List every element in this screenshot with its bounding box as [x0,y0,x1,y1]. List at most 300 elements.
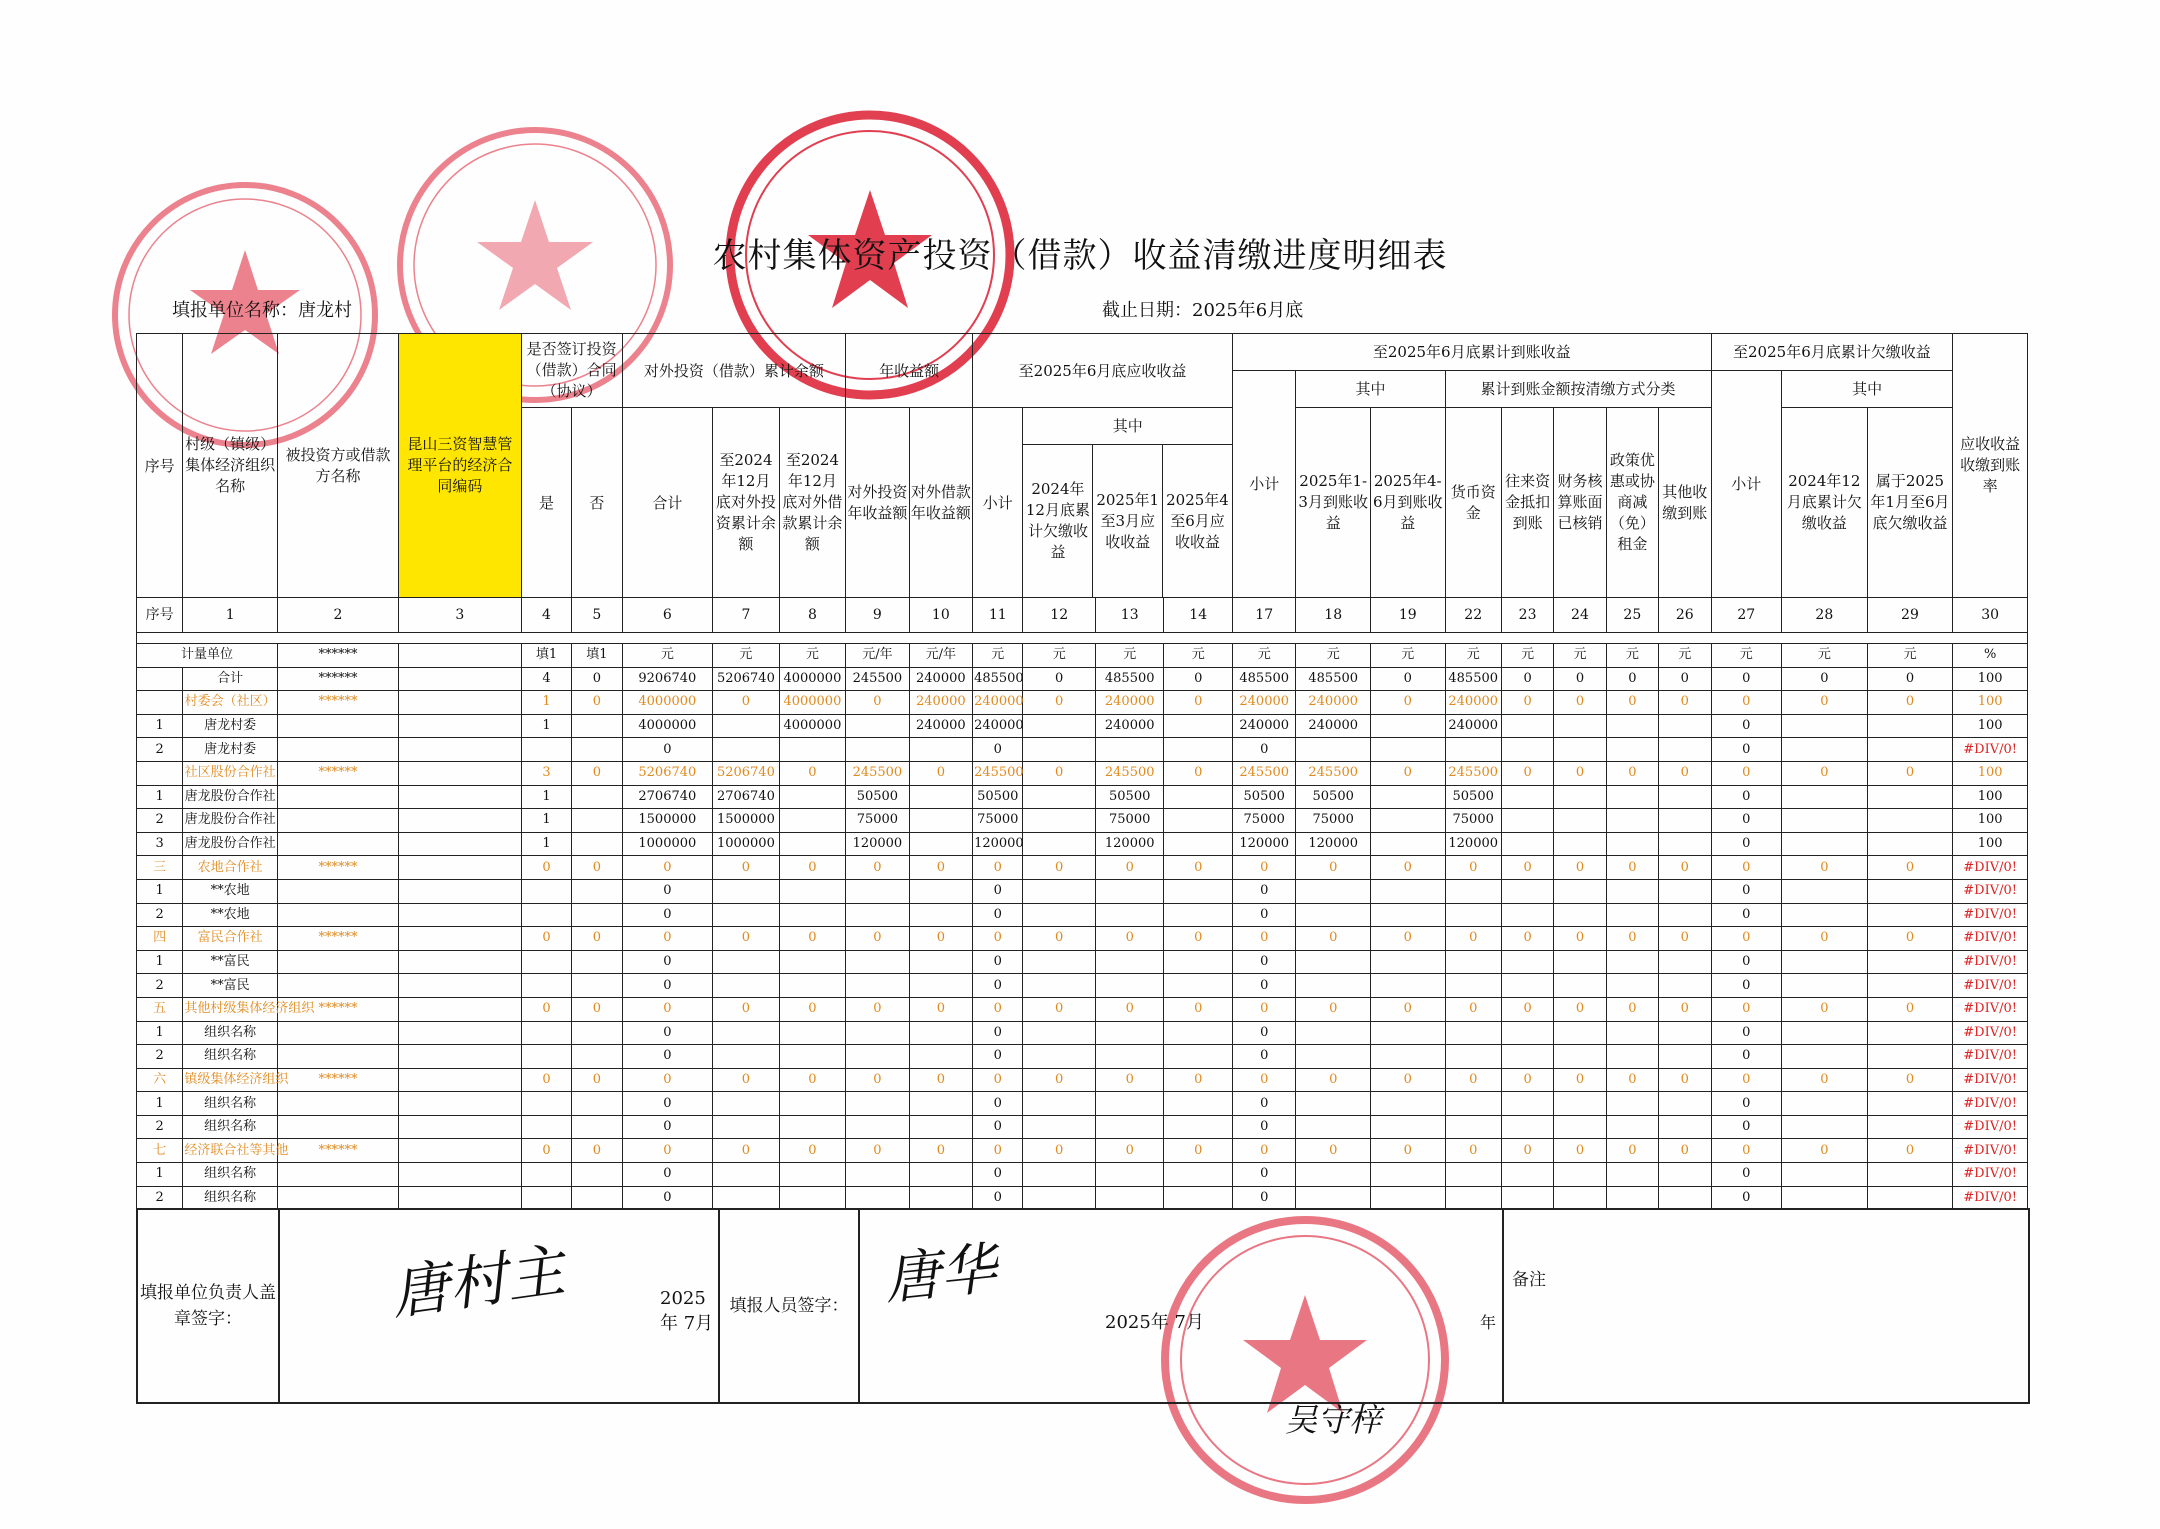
table-cell: ****** [278,1068,399,1092]
spacer-cell [137,633,2028,644]
table-cell [572,738,622,762]
table-cell [1606,1163,1658,1187]
table-cell: 0 [846,927,909,951]
unit-cell: ****** [278,644,399,668]
table-cell [713,1092,779,1116]
table-cell [278,950,399,974]
table-row [137,738,2028,762]
table-cell: 0 [1782,761,1868,785]
hdr-arrears-among: 其中 [1782,371,1953,408]
col-number-cell: 11 [973,598,1023,633]
table-row [137,927,2028,951]
table-cell: 0 [1867,997,1953,1021]
table-cell [1164,1115,1233,1139]
table-cell [572,879,622,903]
table-cell [1296,1045,1371,1069]
table-cell: 240000 [1296,714,1371,738]
table-cell: 0 [1867,1139,1953,1163]
table-cell: 0 [1867,761,1953,785]
table-cell [909,1163,972,1187]
table-cell [1095,950,1164,974]
table-cell: 村委会（社区） [183,691,278,715]
table-cell: 0 [572,667,622,691]
table-row [137,1045,2028,1069]
leader-signature: 唐村主 [386,1236,569,1328]
table-cell: 0 [622,950,713,974]
table-cell [1659,785,1711,809]
table-cell [1370,1021,1445,1045]
table-cell: 1 [137,1163,183,1187]
table-cell: 0 [846,1139,909,1163]
leader-signature-cell [279,1209,719,1403]
table-cell [1501,879,1553,903]
table-cell: 0 [1164,1139,1233,1163]
table-cell [1164,1021,1233,1045]
table-cell: 0 [846,856,909,880]
unit-cell: 元 [779,644,846,668]
col-number-cell: 8 [779,598,846,633]
table-cell [521,1021,571,1045]
filler-signature-cell [859,1209,1503,1403]
table-cell: 0 [1554,997,1606,1021]
hdr-annual-income: 年收益额 [846,334,973,408]
table-cell [1659,879,1711,903]
hdr-c26: 其他收缴到账 [1659,408,1711,598]
unit-cell: 元 [1554,644,1606,668]
table-row [137,974,2028,998]
table-cell [1370,950,1445,974]
table-cell: 4 [521,667,571,691]
table-cell: 240000 [909,714,972,738]
table-cell [1370,1045,1445,1069]
hdr-method-group: 累计到账金额按清缴方式分类 [1445,371,1711,408]
table-cell [713,879,779,903]
table-cell: 0 [1659,761,1711,785]
table-cell: 50500 [1095,785,1164,809]
table-cell [572,714,622,738]
col-number-cell: 9 [846,598,909,633]
reporting-unit-label: 填报单位名称： [172,300,298,321]
table-cell [1445,1045,1501,1069]
table-cell [779,832,846,856]
table-cell [909,1021,972,1045]
table-cell [1095,1021,1164,1045]
table-cell [1554,879,1606,903]
table-cell [521,1115,571,1139]
table-cell [1023,974,1096,998]
table-cell: 0 [1232,1139,1295,1163]
table-cell: 0 [1711,1045,1782,1069]
table-cell: #DIV/0! [1953,879,2028,903]
table-cell: ****** [278,856,399,880]
table-row [137,1092,2028,1116]
table-cell [779,738,846,762]
table-cell [1554,738,1606,762]
table-cell: 0 [973,1045,1023,1069]
table-cell [1501,785,1553,809]
table-cell [398,950,521,974]
table-cell: 0 [1659,997,1711,1021]
table-cell: 0 [622,997,713,1021]
table-cell: 240000 [1445,714,1501,738]
hdr-received-among: 其中 [1296,371,1445,408]
table-cell [521,738,571,762]
table-cell [1606,738,1658,762]
table-cell: 0 [1501,997,1553,1021]
table-cell [278,903,399,927]
table-cell [1606,879,1658,903]
table-cell: 245500 [846,667,909,691]
table-cell [398,856,521,880]
table-cell: 0 [1023,997,1096,1021]
table-cell [278,879,399,903]
table-cell: 75000 [1445,809,1501,833]
table-cell: 0 [1164,691,1233,715]
table-cell: 0 [1711,950,1782,974]
table-cell [278,1186,399,1210]
table-cell [1867,809,1953,833]
table-cell [846,714,909,738]
table-cell [1501,1045,1553,1069]
signature-block [136,1208,2030,1404]
table-cell [1501,1163,1553,1187]
table-cell [1606,785,1658,809]
table-cell: 0 [1501,691,1553,715]
table-cell: 100 [1953,761,2028,785]
hdr-received-subtotal: 小计 [1232,371,1295,598]
table-cell: 0 [1232,879,1295,903]
col-number-cell: 2 [278,598,399,633]
col-number-cell: 18 [1296,598,1371,633]
table-cell: 0 [572,691,622,715]
table-cell [521,1092,571,1116]
table-cell [1606,1092,1658,1116]
table-cell [137,761,183,785]
table-cell [1095,1186,1164,1210]
table-cell: 0 [779,1068,846,1092]
table-cell [1296,1163,1371,1187]
col-number-cell: 序号 [137,598,183,633]
table-cell: 唐龙村委 [183,738,278,762]
table-cell [1659,950,1711,974]
table-cell: 镇级集体经济组织 [183,1068,278,1092]
table-cell [779,974,846,998]
table-cell [398,903,521,927]
table-cell [521,1045,571,1069]
table-cell [1023,950,1096,974]
table-cell [846,1115,909,1139]
table-cell: #DIV/0! [1953,903,2028,927]
table-cell [1370,738,1445,762]
table-cell: 240000 [909,667,972,691]
spacer-row [137,633,2028,644]
table-row [137,691,2028,715]
table-cell: 0 [1370,1139,1445,1163]
table-cell: 0 [1659,856,1711,880]
table-cell: 9206740 [622,667,713,691]
table-cell: 240000 [973,691,1023,715]
table-cell: 0 [1370,856,1445,880]
table-cell [1501,832,1553,856]
table-cell: 组织名称 [183,1115,278,1139]
table-cell: 0 [1296,927,1371,951]
unit-cell: 填1 [572,644,622,668]
table-cell [572,1186,622,1210]
hdr-c12: 2024年12月底累计欠缴收益 [1023,445,1093,598]
table-cell: 0 [1606,1139,1658,1163]
unit-cell: 元 [1164,644,1233,668]
table-cell: 0 [1445,927,1501,951]
table-cell [1782,832,1868,856]
table-cell: 100 [1953,809,2028,833]
table-cell: 0 [622,1021,713,1045]
table-cell: 0 [622,1068,713,1092]
table-cell: 0 [1711,1021,1782,1045]
table-cell: 0 [572,997,622,1021]
table-cell: 0 [1711,832,1782,856]
table-cell: 0 [1659,1139,1711,1163]
col-number-cell: 26 [1659,598,1711,633]
table-cell: 0 [1370,667,1445,691]
table-cell [398,1068,521,1092]
unit-cell: 元 [1370,644,1445,668]
table-cell: 七 [137,1139,183,1163]
table-cell [1296,974,1371,998]
table-cell [846,738,909,762]
table-cell [1554,1186,1606,1210]
table-cell [1164,1186,1233,1210]
table-cell: 合计 [183,667,278,691]
table-cell [1867,785,1953,809]
table-cell: 0 [1867,927,1953,951]
table-cell [1782,1045,1868,1069]
table-cell: #DIV/0! [1953,1115,2028,1139]
table-cell [1296,950,1371,974]
table-cell: 0 [1445,1139,1501,1163]
table-cell: 0 [1782,691,1868,715]
table-cell [137,691,183,715]
table-cell [1501,974,1553,998]
table-cell: 0 [1232,950,1295,974]
table-cell [909,785,972,809]
table-cell: 0 [1095,1068,1164,1092]
unit-cell: 元 [1232,644,1295,668]
table-cell [713,1186,779,1210]
table-cell: 240000 [1095,714,1164,738]
hdr-due-among: 其中 [1023,408,1232,445]
col-number-cell: 24 [1554,598,1606,633]
table-body [137,667,2028,1210]
table-cell: #DIV/0! [1953,927,2028,951]
table-row [137,950,2028,974]
table-cell [1164,714,1233,738]
hdr-yes: 是 [521,408,571,598]
table-cell: 245500 [1095,761,1164,785]
table-cell: 100 [1953,832,2028,856]
hdr-arrears-subtotal: 小计 [1711,371,1782,598]
table-cell: #DIV/0! [1953,1068,2028,1092]
table-cell [398,1045,521,1069]
table-cell: 0 [973,1092,1023,1116]
table-cell [1867,1163,1953,1187]
table-cell: 0 [1782,1068,1868,1092]
table-cell: 0 [622,879,713,903]
table-cell: 120000 [846,832,909,856]
table-cell: 120000 [1296,832,1371,856]
table-cell [846,1021,909,1045]
table-cell: 100 [1953,785,2028,809]
table-row [137,785,2028,809]
table-cell [1867,832,1953,856]
table-cell: 4000000 [779,667,846,691]
table-cell [1296,1186,1371,1210]
table-cell [1296,879,1371,903]
table-row [137,809,2028,833]
table-cell: 0 [1711,997,1782,1021]
table-cell [1782,974,1868,998]
table-cell: 0 [1711,691,1782,715]
table-cell [1659,714,1711,738]
table-cell [1606,1186,1658,1210]
hdr-c22: 货币资金 [1445,408,1501,598]
table-cell [713,950,779,974]
table-cell: 245500 [846,761,909,785]
unit-cell [398,644,521,668]
table-cell [846,950,909,974]
hdr-investee: 被投资方或借款方名称 [278,334,399,598]
table-cell: 0 [909,1139,972,1163]
table-cell: 4000000 [779,691,846,715]
hdr-c24: 财务核算账面已核销 [1554,408,1606,598]
table-cell: 0 [1296,997,1371,1021]
table-cell: 5206740 [713,667,779,691]
progress-table [136,333,2028,1210]
col-number-cell: 27 [1711,598,1782,633]
table-cell: 0 [622,1092,713,1116]
table-cell: 0 [1554,667,1606,691]
table-cell: 0 [1501,1139,1553,1163]
table-cell: ****** [278,997,399,1021]
table-cell [1164,879,1233,903]
table-cell [278,738,399,762]
hdr-contract-code: 昆山三资智慧管理平台的经济合同编码 [398,334,521,598]
table-cell [1606,903,1658,927]
table-cell: 0 [1095,1139,1164,1163]
table-cell: 0 [1370,691,1445,715]
table-cell [1023,1186,1096,1210]
hdr-c19: 2025年4-6月到账收益 [1370,408,1445,598]
table-cell: **富民 [183,974,278,998]
table-cell [398,974,521,998]
table-cell: 5206740 [622,761,713,785]
table-cell [1501,1186,1553,1210]
unit-cell: 元 [1782,644,1868,668]
table-cell: 1 [137,1021,183,1045]
col-number-cell: 5 [572,598,622,633]
table-cell: 245500 [1232,761,1295,785]
table-cell: 0 [572,1139,622,1163]
table-cell [398,927,521,951]
table-cell [1445,1186,1501,1210]
unit-cell: 元/年 [846,644,909,668]
table-row [137,667,2028,691]
table-cell: 0 [779,856,846,880]
table-cell [1867,1186,1953,1210]
table-cell: 2 [137,1045,183,1069]
table-cell: 0 [1606,997,1658,1021]
table-row [137,856,2028,880]
table-cell [909,1092,972,1116]
table-cell: 0 [1606,691,1658,715]
table-cell: 75000 [846,809,909,833]
table-cell: 0 [1023,667,1096,691]
col-number-cell: 17 [1232,598,1295,633]
table-cell [1296,738,1371,762]
table-cell [1095,738,1164,762]
table-cell: 0 [1501,761,1553,785]
table-cell [1606,714,1658,738]
unit-cell: 元 [1501,644,1553,668]
table-row [137,997,2028,1021]
table-cell: 0 [973,1186,1023,1210]
remark-label: 备注 [1512,1270,1546,1290]
table-cell: 0 [1232,997,1295,1021]
table-cell [572,809,622,833]
unit-cell: 元 [1867,644,1953,668]
table-cell: 0 [1164,761,1233,785]
table-cell [278,809,399,833]
table-cell: 0 [1023,927,1096,951]
table-cell: 0 [713,997,779,1021]
table-cell: 0 [1711,761,1782,785]
table-cell [572,1092,622,1116]
leader-date: 2025年 7月 [660,1288,714,1334]
table-cell: 0 [1232,1115,1295,1139]
table-cell [1554,1092,1606,1116]
table-cell: 0 [1232,903,1295,927]
table-cell [1659,832,1711,856]
table-cell: 0 [572,927,622,951]
table-cell: 0 [1023,1139,1096,1163]
table-cell [713,1115,779,1139]
table-cell [1296,1115,1371,1139]
table-cell [1659,1092,1711,1116]
table-cell: 240000 [973,714,1023,738]
table-cell [521,1186,571,1210]
table-cell [1095,1092,1164,1116]
table-cell: 0 [1232,1045,1295,1069]
table-cell [1554,785,1606,809]
table-cell [572,1115,622,1139]
table-cell: 0 [846,691,909,715]
table-cell [1445,738,1501,762]
table-cell: 0 [909,856,972,880]
table-cell [1867,950,1953,974]
table-cell [1370,832,1445,856]
unit-cell: 元 [1606,644,1658,668]
table-cell [1296,903,1371,927]
col-number-cell: 1 [183,598,278,633]
table-cell [521,879,571,903]
table-row [137,1068,2028,1092]
table-cell: 0 [779,761,846,785]
table-cell [278,1092,399,1116]
table-cell: 0 [1095,997,1164,1021]
table-cell [398,714,521,738]
table-cell: 0 [1782,856,1868,880]
table-cell: 0 [1554,927,1606,951]
col-number-cell: 13 [1095,598,1164,633]
